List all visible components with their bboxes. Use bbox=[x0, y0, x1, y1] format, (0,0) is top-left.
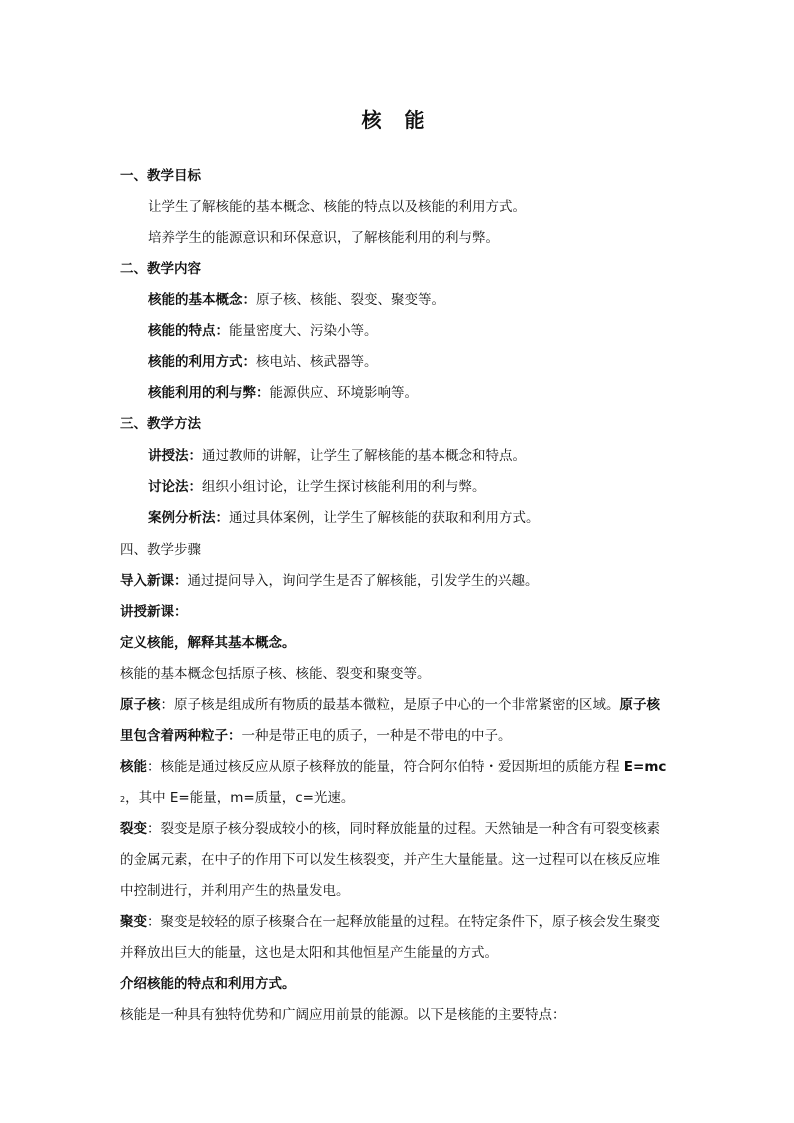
fusion-paragraph-line-1 bbox=[120, 913, 680, 931]
nucleus-text-2: 一种是带正电的质子，一种是不带电的中子。 bbox=[241, 728, 512, 744]
nucleus-paragraph-line-1 bbox=[120, 696, 680, 714]
energy-superscript: 2 bbox=[120, 795, 126, 804]
nucleus-term: 原子核 bbox=[120, 697, 161, 713]
content-text: 核电站、核武器等。 bbox=[256, 354, 378, 370]
document-title: 核 能 bbox=[361, 108, 433, 132]
objective-1: 让学生了解核能的基本概念、核能的特点以及核能的利用方式。 bbox=[148, 199, 526, 215]
energy-text-2: ，其中 E=能量，m=质量，c=光速。 bbox=[125, 790, 355, 806]
content-term: 核能的特点： bbox=[148, 323, 229, 339]
content-text: 能源供应、环境影响等。 bbox=[269, 385, 418, 401]
method-item bbox=[148, 478, 680, 496]
content-item bbox=[148, 291, 680, 309]
energy-paragraph-line-1 bbox=[120, 758, 680, 776]
section-heading-objectives: 一、教学目标 bbox=[120, 168, 201, 184]
step-intro bbox=[120, 572, 680, 590]
fusion-paragraph-line-2: 并释放出巨大的能量，这也是太阳和其他恒星产生能量的方式。 bbox=[120, 945, 498, 961]
section-heading-steps: 四、教学步骤 bbox=[120, 542, 201, 558]
method-term: 讨论法： bbox=[148, 479, 202, 495]
content-text: 原子核、核能、裂变、聚变等。 bbox=[256, 292, 445, 308]
method-text: 组织小组讨论，让学生探讨核能利用的利与弊。 bbox=[202, 479, 486, 495]
nucleus-paragraph-line-2 bbox=[120, 727, 680, 745]
method-term: 讲授法： bbox=[148, 448, 202, 464]
content-term: 核能的基本概念： bbox=[148, 292, 256, 308]
fission-paragraph-line-1 bbox=[120, 820, 680, 838]
method-term: 案例分析法： bbox=[148, 510, 229, 526]
nucleus-bold-2: 里包含着两种粒子： bbox=[120, 728, 242, 744]
energy-paragraph-line-2 bbox=[120, 789, 680, 809]
content-text: 能量密度大、污染小等。 bbox=[229, 323, 378, 339]
define-heading: 定义核能，解释其基本概念。 bbox=[120, 635, 296, 651]
feature-heading: 介绍核能的特点和利用方式。 bbox=[120, 976, 296, 992]
method-item bbox=[148, 447, 680, 465]
fusion-text: ：聚变是较轻的原子核聚合在一起释放能量的过程。在特定条件下，原子核会发生聚变 bbox=[147, 914, 660, 930]
fission-paragraph-line-2: 的金属元素，在中子的作用下可以发生核裂变，并产生大量能量。这一过程可以在核反应堆 bbox=[120, 852, 660, 868]
content-term: 核能利用的利与弊： bbox=[148, 385, 270, 401]
content-item bbox=[148, 322, 680, 340]
step-intro-term: 导入新课： bbox=[120, 573, 188, 589]
content-item bbox=[148, 353, 680, 371]
section-heading-content: 二、教学内容 bbox=[120, 261, 201, 277]
method-item bbox=[148, 509, 680, 527]
energy-formula: E=mc bbox=[623, 759, 667, 775]
fission-paragraph-line-3: 中控制进行，并利用产生的热量发电。 bbox=[120, 883, 350, 899]
feature-text: 核能是一种具有独特优势和广阔应用前景的能源。以下是核能的主要特点： bbox=[120, 1007, 566, 1023]
nucleus-text: ：原子核是组成所有物质的最基本微粒，是原子中心的一个非常紧密的区域。 bbox=[160, 697, 620, 713]
define-text: 核能的基本概念包括原子核、核能、裂变和聚变等。 bbox=[120, 666, 431, 682]
fission-term: 裂变 bbox=[120, 821, 147, 837]
objective-2: 培养学生的能源意识和环保意识，了解核能利用的利与弊。 bbox=[148, 230, 499, 246]
energy-term: 核能 bbox=[120, 759, 147, 775]
fission-text: ：裂变是原子核分裂成较小的核，同时释放能量的过程。天然铀是一种含有可裂变核素 bbox=[147, 821, 660, 837]
method-text: 通过教师的讲解，让学生了解核能的基本概念和特点。 bbox=[202, 448, 526, 464]
nucleus-bold: 原子核 bbox=[619, 697, 660, 713]
energy-text: ：核能是通过核反应从原子核释放的能量，符合阿尔伯特・爱因斯坦的质能方程 bbox=[147, 759, 624, 775]
step-intro-text: 通过提问导入，询问学生是否了解核能，引发学生的兴趣。 bbox=[187, 573, 539, 589]
method-text: 通过具体案例，让学生了解核能的获取和利用方式。 bbox=[229, 510, 540, 526]
content-term: 核能的利用方式： bbox=[148, 354, 256, 370]
fusion-term: 聚变 bbox=[120, 914, 147, 930]
section-heading-methods: 三、教学方法 bbox=[120, 416, 201, 432]
step-teach: 讲授新课： bbox=[120, 604, 188, 620]
content-item bbox=[148, 384, 680, 402]
